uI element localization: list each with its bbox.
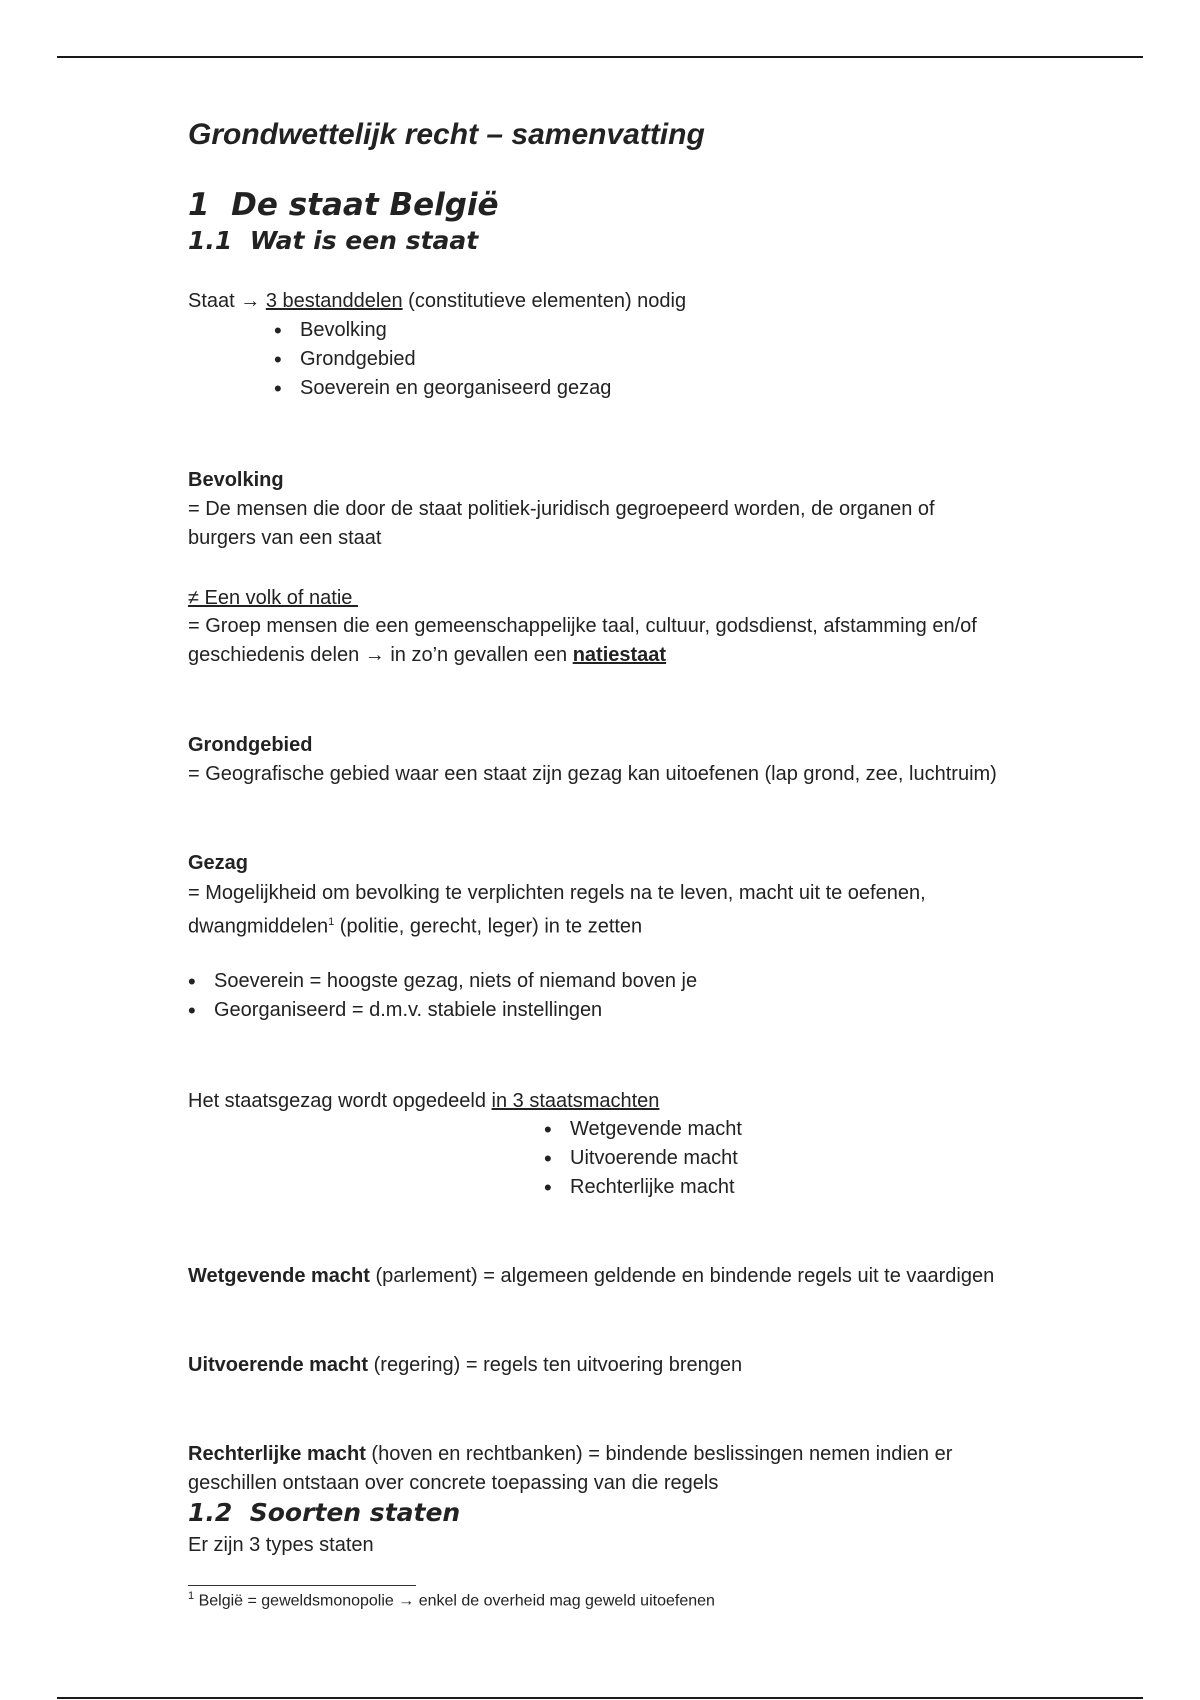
chapter-heading <box>188 187 499 223</box>
list-item: • Uitvoerende macht <box>544 1144 742 1173</box>
wetgevende-desc: (parlement) = algemeen geldende en bindende regels uit te vaardigen <box>369 1265 995 1287</box>
section-number: 1.2 <box>188 1498 233 1527</box>
soorten-text: Er zijn 3 types staten <box>188 1534 374 1556</box>
list-item: • Soeverein en georganiseerd gezag <box>274 374 611 403</box>
grondgebied-heading: Grondgebied <box>188 734 313 756</box>
volk-line-2-text: geschiedenis delen → in zo’n gevallen een <box>188 644 573 666</box>
natiestaat-term: natiestaat <box>572 644 667 666</box>
uitvoerende-macht <box>188 1351 742 1379</box>
list-item: • Rechterlijke macht <box>544 1173 742 1202</box>
volk-heading: ≠ Een volk of natie <box>188 587 358 609</box>
section-title: Soorten staten <box>249 1498 461 1527</box>
section-title: Wat is een staat <box>249 226 479 255</box>
rechterlijke-line-2: geschillen ontstaan over concrete toepassing van die regels <box>188 1472 719 1494</box>
footer-rule <box>57 1697 1143 1699</box>
footnote <box>188 1590 715 1610</box>
rechterlijke-term: Rechterlijke macht <box>188 1443 366 1465</box>
list-item: • Georganiseerd = d.m.v. stabiele instellingen <box>188 996 697 1025</box>
intro-prefix: Staat → <box>188 290 266 312</box>
gezag-list <box>188 967 697 1025</box>
gezag-heading: Gezag <box>188 852 249 874</box>
footnote-text: België = geweldsmonopolie → enkel de overheid mag geweld uitoefenen <box>194 1592 715 1610</box>
footnote-ref: 1 <box>328 916 335 928</box>
staat-intro <box>188 287 686 315</box>
grondgebied-line-1: = Geografische gebied waar een staat zijn gezag kan uitoefenen (lap grond, zee, luchtruim) <box>188 763 997 785</box>
intro-rest: (constitutieve elementen) nodig <box>402 290 687 312</box>
uitvoerende-desc: (regering) = regels ten uitvoering brengen <box>368 1354 743 1376</box>
bevolking-heading: Bevolking <box>188 469 284 491</box>
section-heading-1-2 <box>188 1498 460 1527</box>
wetgevende-term: Wetgevende macht <box>188 1265 370 1287</box>
rechterlijke-desc: (hoven en rechtbanken) = bindende beslissingen nemen indien er <box>365 1443 953 1465</box>
chapter-number: 1 <box>188 187 210 223</box>
section-number: 1.1 <box>188 226 233 255</box>
list-item: • Wetgevende macht <box>544 1115 742 1144</box>
wetgevende-macht <box>188 1262 994 1290</box>
gezag-line-2 <box>188 908 642 941</box>
list-item: • Bevolking <box>274 316 611 345</box>
gezag-line-2-prefix: dwangmiddelen <box>188 915 329 938</box>
intro-underlined: 3 bestanddelen <box>265 290 403 312</box>
document-title: Grondwettelijk recht – samenvatting <box>188 118 705 151</box>
list-item: • Soeverein = hoogste gezag, niets of niemand boven je <box>188 967 697 996</box>
machten-intro-prefix: Het staatsgezag wordt opgedeeld <box>188 1090 492 1112</box>
gezag-line-2-suffix: (politie, gerecht, leger) in te zetten <box>334 915 643 938</box>
rechterlijke-macht <box>188 1440 952 1468</box>
gezag-line-1: = Mogelijkheid om bevolking te verplichten regels na te leven, macht uit te oefenen, <box>188 882 926 904</box>
machten-list <box>544 1115 742 1202</box>
section-heading-1-1 <box>188 226 478 255</box>
footnote-number: 1 <box>188 1590 195 1602</box>
machten-intro-underlined: in 3 staatsmachten <box>491 1090 660 1112</box>
bevolking-line-2: burgers van een staat <box>188 527 382 549</box>
list-item: • Grondgebied <box>274 345 611 374</box>
elements-list <box>274 316 611 403</box>
bevolking-line-1: = De mensen die door de staat politiek-juridisch gegroepeerd worden, de organen of <box>188 498 935 520</box>
chapter-title: De staat België <box>231 187 499 223</box>
machten-intro <box>188 1087 659 1115</box>
header-rule <box>57 56 1143 58</box>
uitvoerende-term: Uitvoerende macht <box>188 1354 369 1376</box>
volk-line-1: = Groep mensen die een gemeenschappelijke taal, cultuur, godsdienst, afstamming en/of <box>188 615 977 637</box>
footnote-separator <box>188 1585 416 1586</box>
volk-line-2 <box>188 641 666 669</box>
